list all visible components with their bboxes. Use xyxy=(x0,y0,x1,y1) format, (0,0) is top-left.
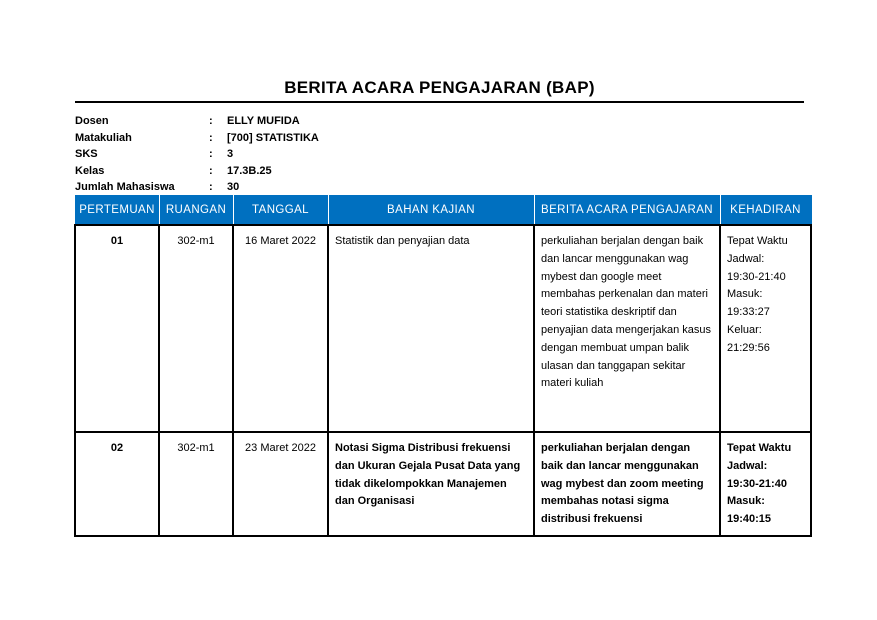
cell-ruangan: 302-m1 xyxy=(159,225,233,432)
table-row xyxy=(75,225,811,432)
kehadiran-masuk-label: Masuk: xyxy=(727,495,765,508)
bap-table xyxy=(74,195,812,537)
info-row-kelas xyxy=(75,163,319,180)
info-colon: : xyxy=(209,164,213,177)
cell-tanggal: 16 Maret 2022 xyxy=(233,225,328,432)
kehadiran-jadwal-label: Jadwal: xyxy=(727,459,768,472)
cell-pertemuan: 02 xyxy=(75,432,159,536)
info-row-jumlah-mahasiswa xyxy=(75,179,319,196)
header-pertemuan: PERTEMUAN xyxy=(75,195,159,225)
cell-kehadiran xyxy=(720,225,811,432)
info-label: Kelas xyxy=(75,164,105,177)
info-colon: : xyxy=(209,131,213,144)
table-row xyxy=(75,432,811,536)
cell-pertemuan: 01 xyxy=(75,225,159,432)
table-header-row xyxy=(75,195,811,225)
kehadiran-jadwal-label: Jadwal: xyxy=(727,252,765,265)
kehadiran-masuk-value: 19:40:15 xyxy=(727,513,772,526)
info-value: 3 xyxy=(227,148,234,161)
info-colon: : xyxy=(209,181,213,194)
kehadiran-keluar-label: Keluar: xyxy=(727,323,762,336)
info-value: 30 xyxy=(227,181,240,194)
info-value: ELLY MUFIDA xyxy=(227,115,300,127)
info-row-sks xyxy=(75,146,319,163)
cell-ruangan: 302-m1 xyxy=(159,432,233,536)
kehadiran-status: Tepat Waktu xyxy=(727,235,788,247)
info-value: 17.3B.25 xyxy=(227,164,272,177)
header-tanggal: TANGGAL xyxy=(233,195,328,225)
kehadiran-jadwal-value: 19:30-21:40 xyxy=(727,477,787,490)
header-bahan-kajian: BAHAN KAJIAN xyxy=(328,195,534,225)
info-label: Dosen xyxy=(75,115,109,127)
document-title: BERITA ACARA PENGAJARAN (BAP) xyxy=(284,78,595,97)
info-value: [700] STATISTIKA xyxy=(227,131,319,144)
cell-kehadiran xyxy=(720,432,811,536)
cell-bahan-kajian: Notasi Sigma Distribusi frekuensi dan Ukuran Gejala Pusat Data yang tidak dikelompokkan Manajemen dan Organisasi xyxy=(328,432,534,536)
cell-tanggal: 23 Maret 2022 xyxy=(233,432,328,536)
course-info-block xyxy=(75,113,319,196)
info-label: Matakuliah xyxy=(75,131,132,144)
cell-berita-acara: perkuliahan berjalan dengan baik dan lancar menggunakan wag mybest dan zoom meeting membahas notasi sigma distribusi frekuensi xyxy=(534,432,720,536)
cell-bahan-kajian: Statistik dan penyajian data xyxy=(328,225,534,432)
cell-berita-acara: perkuliahan berjalan dengan baik dan lancar menggunakan wag mybest dan google meet membahas perkenalan dan materi teori statistika deskriptif dan penyajian data mengerjakan kasus dengan membuat umpan balik ulasan dan tanggapan sekitar materi kuliah xyxy=(534,225,720,432)
kehadiran-masuk-value: 19:33:27 xyxy=(727,306,770,319)
kehadiran-masuk-label: Masuk: xyxy=(727,288,763,301)
kehadiran-jadwal-value: 19:30-21:40 xyxy=(727,270,786,283)
header-kehadiran: KEHADIRAN xyxy=(720,195,811,225)
info-row-matakuliah xyxy=(75,130,319,147)
header-berita-acara: BERITA ACARA PENGAJARAN xyxy=(534,195,720,225)
header-ruangan: RUANGAN xyxy=(159,195,233,225)
info-row-dosen xyxy=(75,113,319,130)
info-label: Jumlah Mahasiswa xyxy=(75,181,175,194)
info-colon: : xyxy=(209,148,213,161)
title-underline xyxy=(75,101,804,103)
info-label: SKS xyxy=(75,148,98,161)
info-colon: : xyxy=(209,115,213,127)
kehadiran-status: Tepat Waktu xyxy=(727,442,792,454)
kehadiran-keluar-value: 21:29:56 xyxy=(727,341,770,354)
